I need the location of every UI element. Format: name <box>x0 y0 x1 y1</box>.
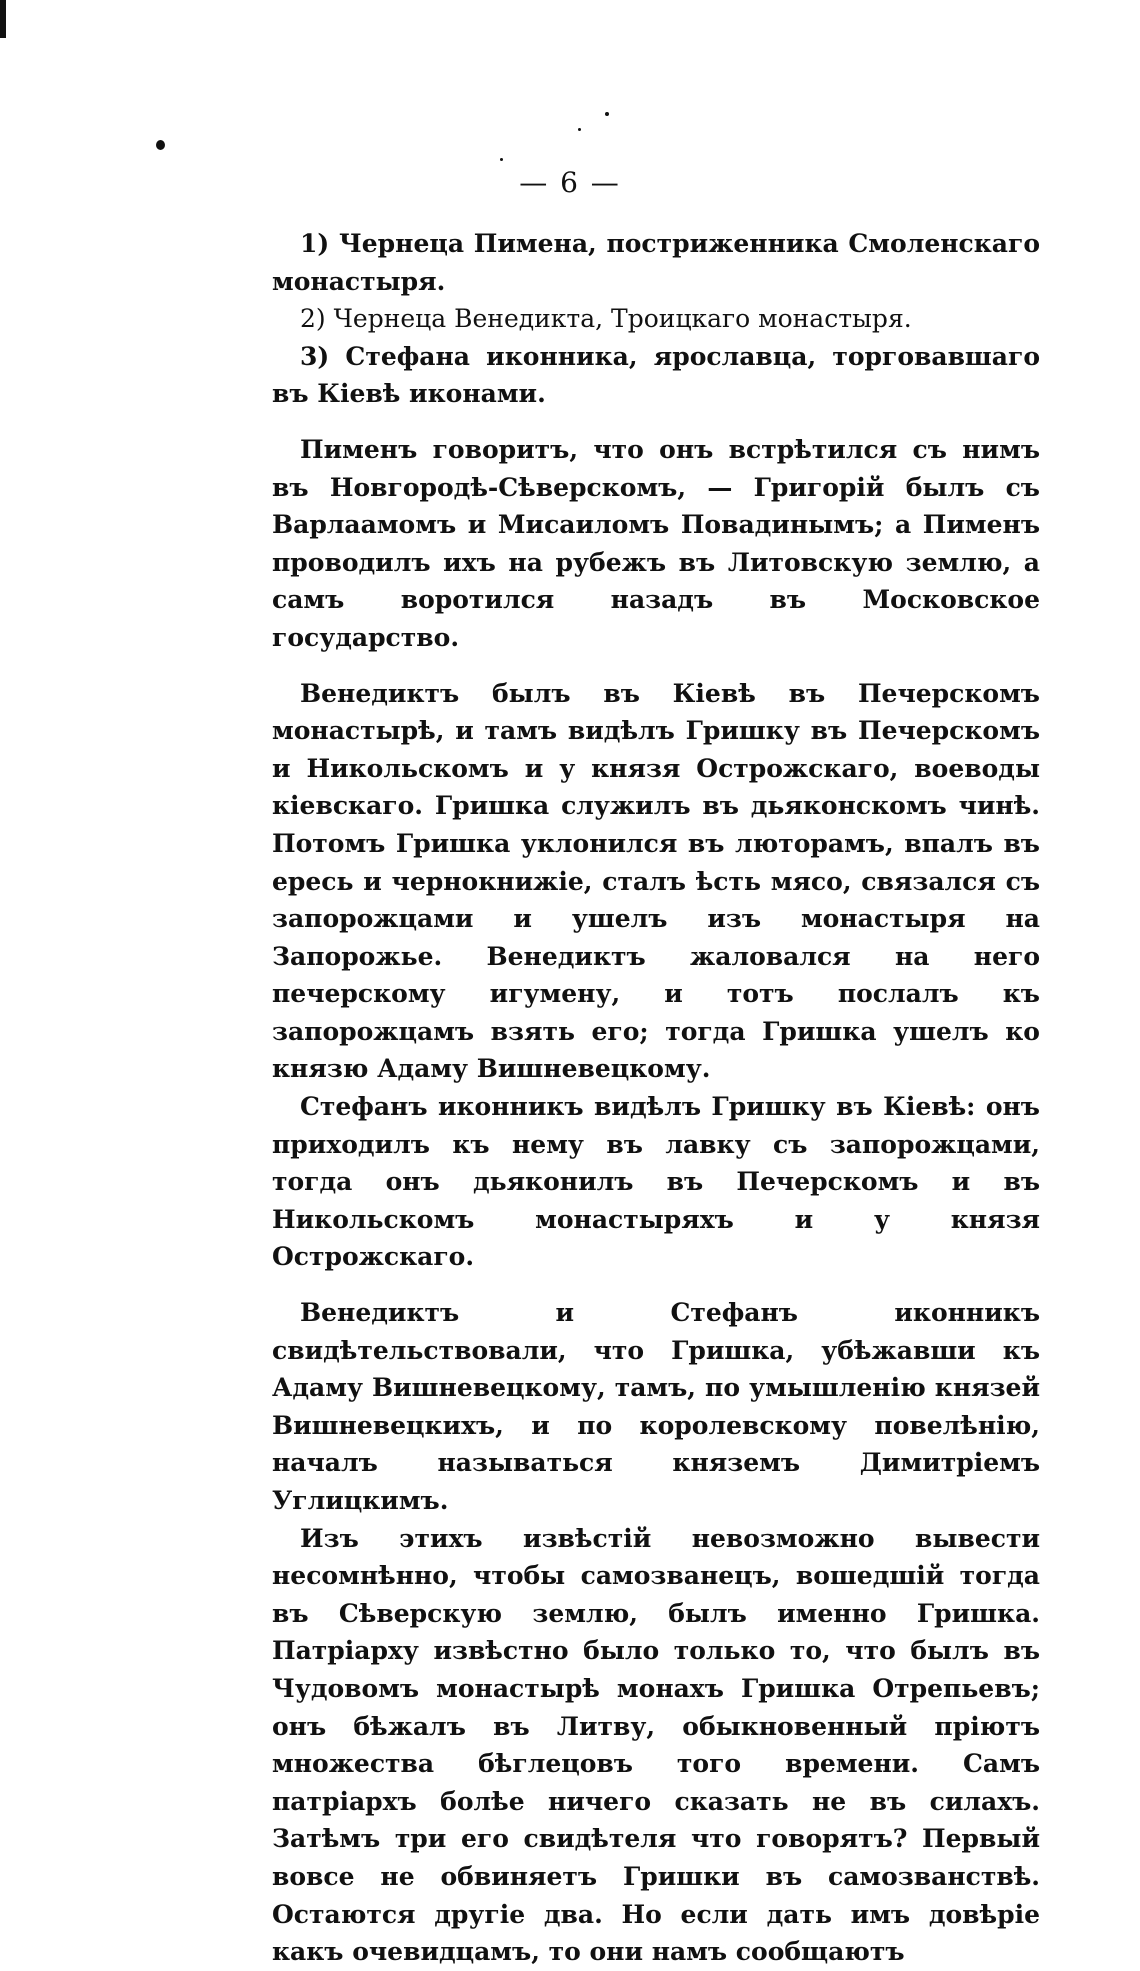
paragraph-4: Венедиктъ и Стефанъ иконникъ свидѣтельствовали, что Гришка, убѣжавши къ Адаму Вишневецкому, тамъ, по умышленію князей Вишневецкихъ, и по королевскому повелѣнію, началъ называться княземъ Димитріемъ Углицкимъ. <box>272 1298 1040 1515</box>
paragraph-1: Пименъ говоритъ, что онъ встрѣтился съ нимъ въ Новгородѣ-Сѣверскомъ, — Григорій былъ съ Варлаамомъ и Мисаиломъ Повадинымъ; а Пименъ проводилъ ихъ на рубежъ въ Литовскую землю, а самъ воротился назадъ въ Московское государство. <box>272 434 1040 652</box>
scan-speck <box>605 112 609 116</box>
scan-speck <box>500 158 503 161</box>
paragraph-2: Венедиктъ былъ въ Кіевѣ въ Печерскомъ монастырѣ, и тамъ видѣлъ Гришку въ Печерскомъ и Никольскомъ и у князя Острожскаго, воеводы кіевскаго. Гришка служилъ въ дьяконскомъ чинѣ. Потомъ Гришка уклонился въ люторамъ, впалъ въ ересь и чернокнижіе, сталъ ѣсть мясо, связался съ запорожцами и ушелъ изъ монастыря на Запорожье. Венедиктъ жаловался на него печерскому игумену, и тотъ послалъ къ запорожцамъ взять его; тогда Гришка ушелъ ко князю Адаму Вишневецкому. <box>272 678 1040 1084</box>
body-text <box>272 225 1040 1971</box>
scan-edge-mark <box>0 0 6 38</box>
page-number: — 6 — <box>519 166 621 199</box>
list-item-3: 3) Стефана иконника, ярославца, торговавшаго въ Кіевѣ иконами. <box>272 341 1040 409</box>
list-item-1: 1) Чернеца Пимена, постриженника Смоленскаго монастыря. <box>272 229 1040 296</box>
list-item-2: 2) Чернеца Венедикта, Троицкаго монастыря. <box>300 304 912 334</box>
scan-speck <box>578 128 581 131</box>
scan-speck <box>156 140 165 150</box>
paragraph-5: Изъ этихъ извѣстій невозможно вывести несомнѣнно, чтобы самозванецъ, вошедшій тогда въ Сѣверскую землю, былъ именно Гришка. Патріарху извѣстно было только то, что былъ въ Чудовомъ монастырѣ монахъ Гришка Отрепьевъ; онъ бѣжалъ въ Литву, обыкновенный пріютъ множества бѣглецовъ того времени. Самъ патріархъ болѣе ничего сказать не въ силахъ. Затѣмъ три его свидѣтеля что говорятъ? Первый вовсе не обвиняетъ Гришки въ самозванствѣ. Остаются другіе два. Но если дать имъ довѣріе какъ очевидцамъ, то они намъ сообщаютъ <box>272 1523 1040 1967</box>
paragraph-3: Стефанъ иконникъ видѣлъ Гришку въ Кіевѣ: онъ приходилъ къ нему въ лавку съ запорожцами, тогда онъ дьяконилъ въ Печерскомъ и въ Никольскомъ монастыряхъ и у князя Острожскаго. <box>272 1092 1040 1272</box>
